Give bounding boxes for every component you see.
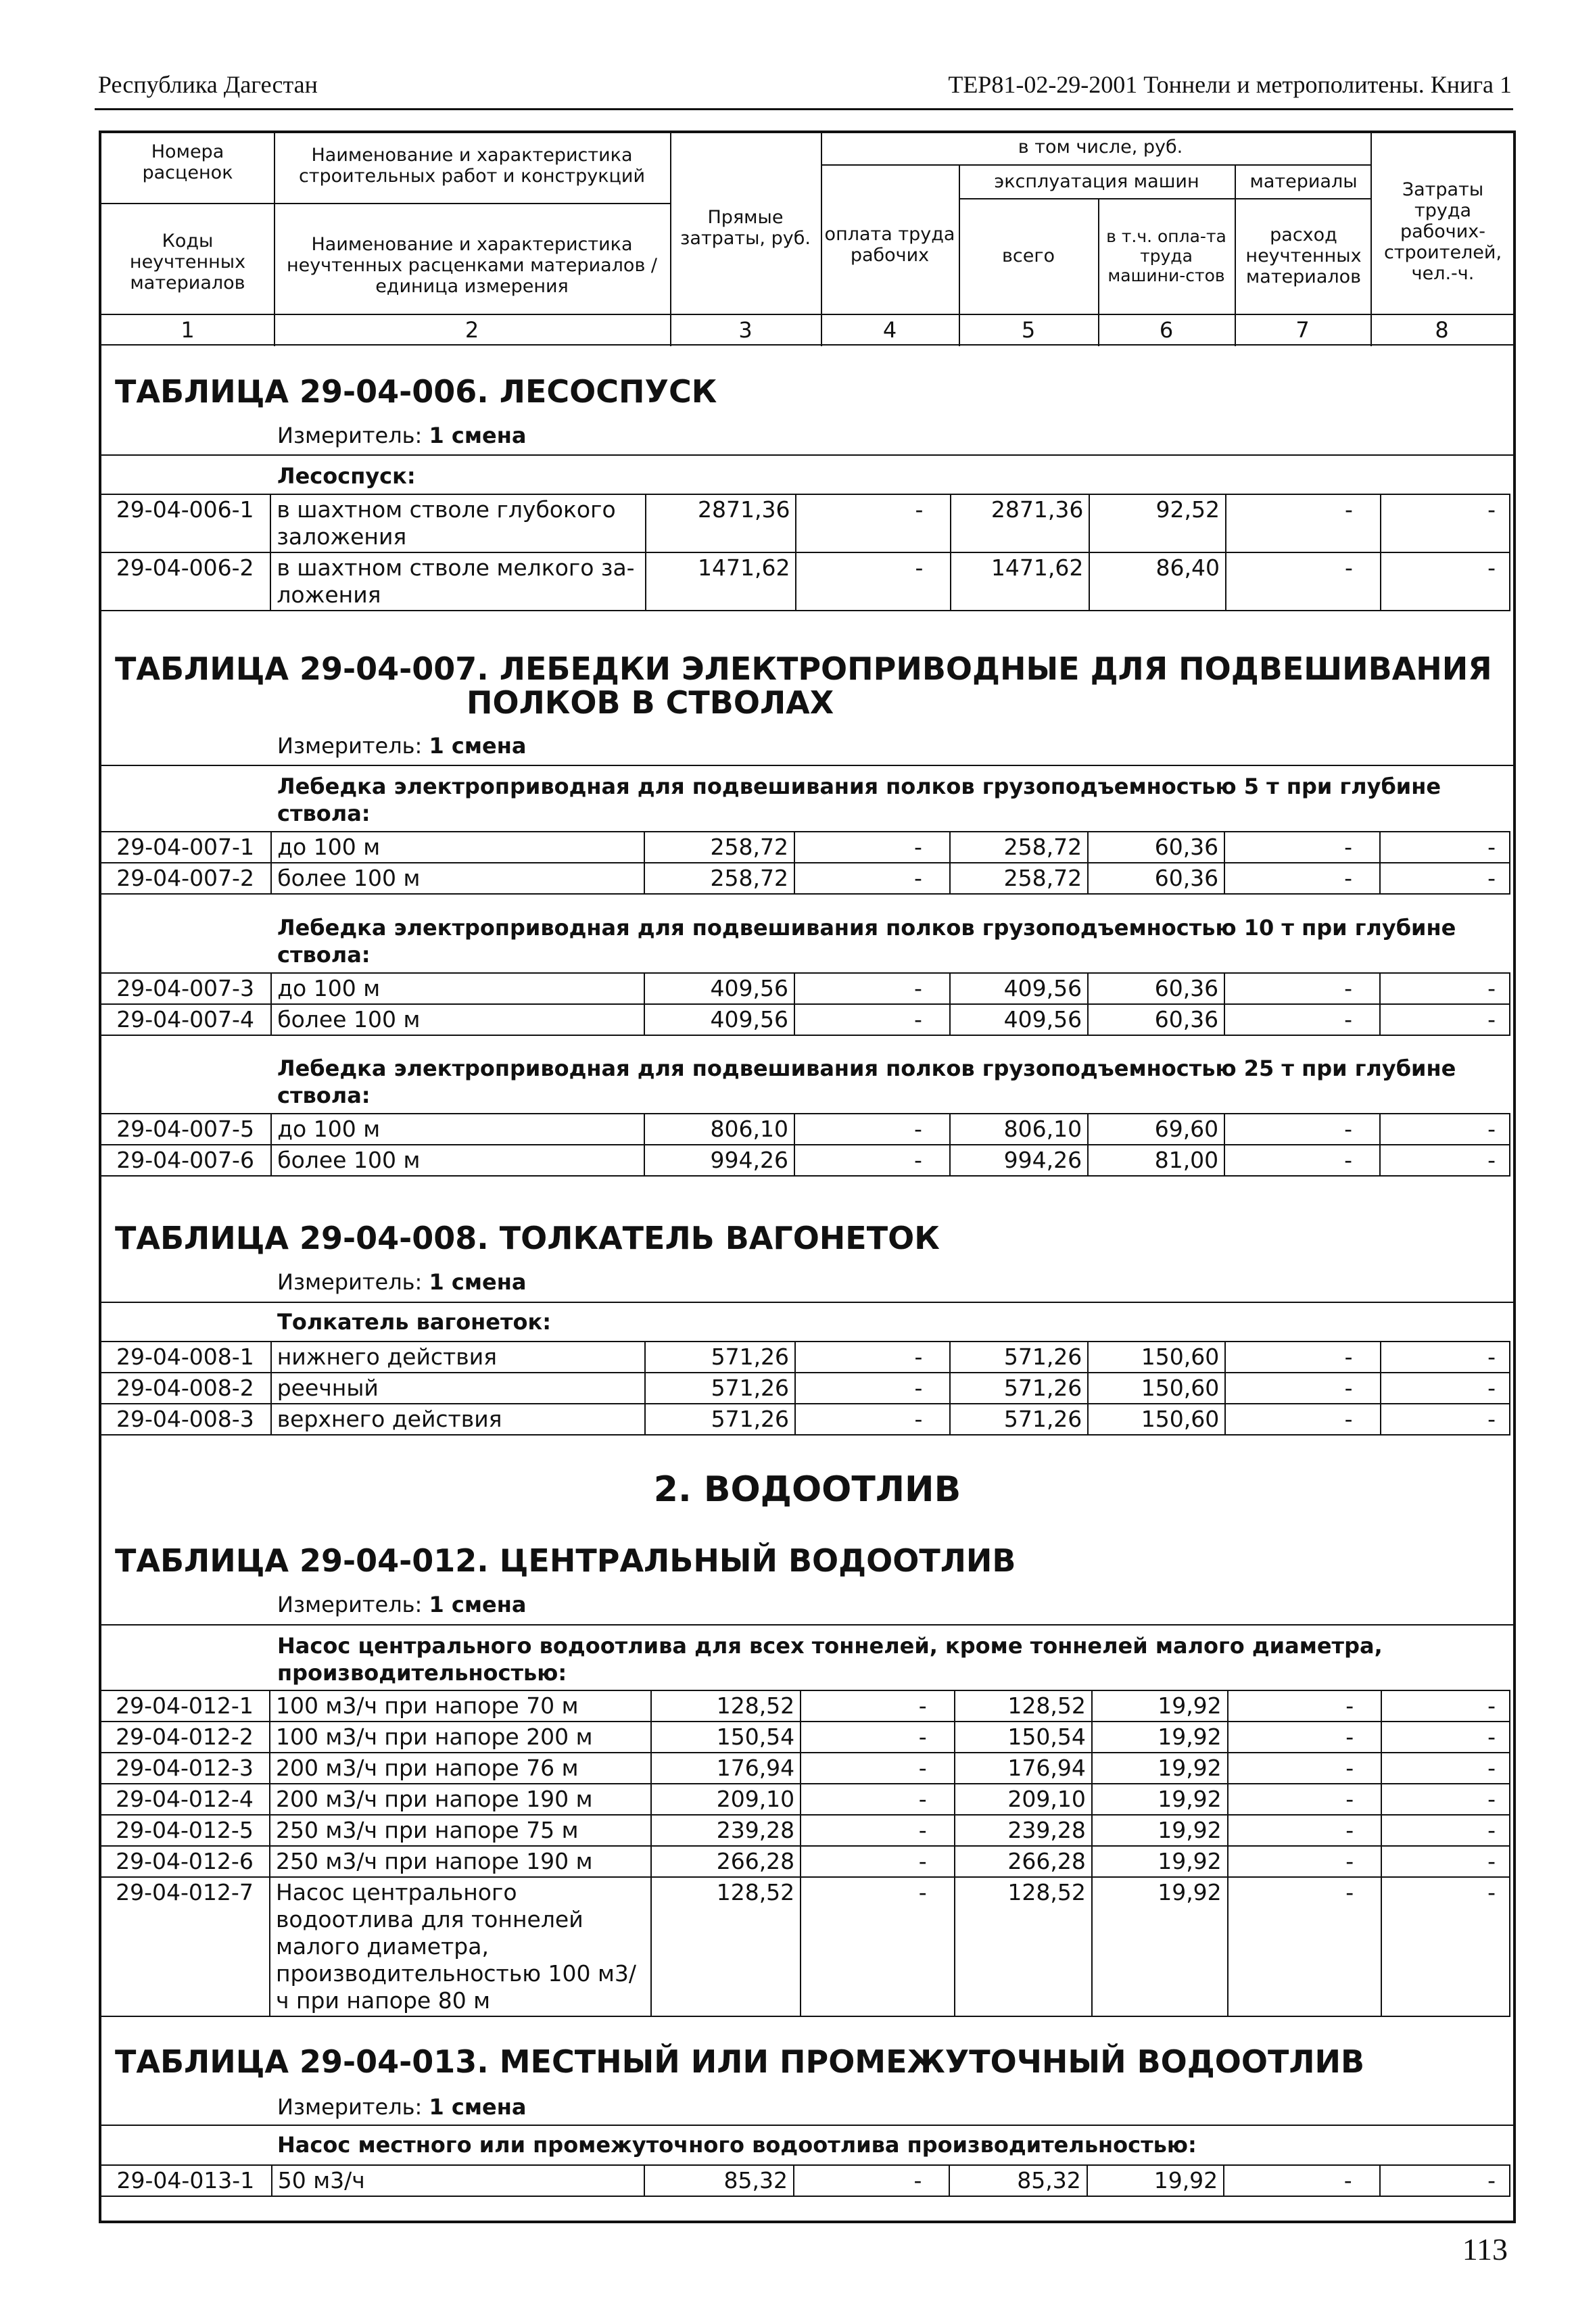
price-table-frame — [99, 131, 1516, 2223]
direct-cost-cell: 571,26 — [645, 1404, 795, 1435]
col-number-6: 6 — [1159, 316, 1174, 343]
table-row — [99, 832, 1510, 863]
work-name-cell: реечный — [271, 1373, 645, 1404]
table-013-rows — [99, 2164, 1510, 2197]
work-name-cell: Насос центрального водоотлива для тоннелей малого диаметра, производительностью 100 м3/ч при напоре 80 м — [270, 1877, 651, 2016]
machinist-pay-cell: 81,00 — [1088, 1145, 1224, 1176]
col3-header: Прямые затраты, руб. — [680, 207, 811, 249]
machine-cost-cell: 266,28 — [955, 1846, 1092, 1877]
materials-cell: - — [1228, 1815, 1382, 1846]
labor-pay-cell: - — [795, 1404, 950, 1435]
labor-hours-cell: - — [1381, 1373, 1510, 1404]
table-013-meter: Измеритель: 1 смена — [277, 2094, 527, 2120]
machinist-pay-cell: 60,36 — [1088, 863, 1224, 894]
labor-hours-cell: - — [1380, 1114, 1510, 1145]
direct-cost-cell: 806,10 — [644, 1114, 794, 1145]
table-007-group-10t: Лебедка электроприводная для подвешивания полков грузоподъемностью 10 т при глубине ствола: — [277, 915, 1456, 968]
direct-cost-cell: 85,32 — [644, 2165, 794, 2196]
machinist-pay-cell: 19,92 — [1092, 1784, 1228, 1815]
labor-hours-cell: - — [1380, 832, 1510, 863]
direct-cost-cell: 258,72 — [644, 832, 794, 863]
machinist-pay-cell: 150,60 — [1088, 1373, 1225, 1404]
labor-pay-cell: - — [801, 1784, 955, 1815]
rate-code-cell: 29-04-007-3 — [99, 973, 271, 1004]
work-name-cell: 250 м3/ч при напоре 190 м — [270, 1846, 651, 1877]
col2-bottom: Наименование и характеристика неучтенных расценками материалов / единица измерения — [286, 233, 658, 297]
materials-cell: - — [1228, 1877, 1382, 2016]
machine-cost-cell: 258,72 — [950, 863, 1088, 894]
table-013-group: Насос местного или промежуточного водоотлива производительностью: — [277, 2132, 1197, 2158]
labor-pay-cell: - — [794, 2165, 949, 2196]
col-number-7: 7 — [1295, 316, 1310, 343]
labor-hours-cell: - — [1380, 2165, 1510, 2196]
direct-cost-cell: 2871,36 — [646, 494, 796, 552]
machine-cost-cell: 128,52 — [955, 1690, 1092, 1722]
machine-cost-cell: 409,56 — [950, 973, 1088, 1004]
machinist-pay-cell: 19,92 — [1092, 1846, 1228, 1877]
labor-hours-cell: - — [1381, 1815, 1510, 1846]
table-007-meter: Измеритель: 1 смена — [277, 733, 527, 759]
header-document-code: ТЕР81-02-29-2001 Тоннели и метрополитены. Книга 1 — [948, 71, 1512, 98]
col-number-8: 8 — [1435, 316, 1449, 343]
machinist-pay-cell: 69,60 — [1088, 1114, 1224, 1145]
rate-code-cell: 29-04-007-4 — [99, 1004, 271, 1035]
work-name-cell: верхнего действия — [271, 1404, 645, 1435]
table-007-group-5t: Лебедка электроприводная для подвешивания полков грузоподъемностью 5 т при глубине ствола: — [277, 774, 1441, 826]
direct-cost-cell: 266,28 — [651, 1846, 801, 1877]
work-name-cell: до 100 м — [271, 973, 644, 1004]
direct-cost-cell: 994,26 — [644, 1145, 794, 1176]
machinist-pay-cell: 60,36 — [1088, 973, 1224, 1004]
page-number: 113 — [1462, 2232, 1508, 2267]
direct-cost-cell: 571,26 — [645, 1373, 795, 1404]
labor-pay-cell: - — [794, 1114, 950, 1145]
labor-hours-cell: - — [1381, 1342, 1510, 1373]
table-row — [99, 494, 1510, 552]
work-name-cell: в шахтном стволе глубокого заложения — [270, 494, 645, 552]
table-013-title: ТАБЛИЦА 29-04-013. МЕСТНЫЙ ИЛИ ПРОМЕЖУТОЧНЫЙ ВОДООТЛИВ — [115, 2043, 1365, 2080]
machine-cost-cell: 2871,36 — [951, 494, 1089, 552]
machinist-pay-cell: 19,92 — [1092, 1722, 1228, 1753]
table-row — [99, 1145, 1510, 1176]
rate-code-cell: 29-04-006-2 — [99, 552, 270, 611]
labor-pay-cell: - — [794, 1145, 950, 1176]
col1-top: Номера расценок — [142, 141, 233, 183]
table-row — [99, 1404, 1510, 1435]
labor-hours-cell: - — [1381, 494, 1510, 552]
col-number-1: 1 — [181, 316, 195, 343]
work-name-cell: более 100 м — [271, 863, 644, 894]
labor-pay-cell: - — [801, 1722, 955, 1753]
table-007-rows-10t — [99, 972, 1510, 1036]
labor-pay-cell: - — [801, 1877, 955, 2016]
direct-cost-cell: 128,52 — [651, 1877, 801, 2016]
table-row — [99, 1114, 1510, 1145]
materials-cell: - — [1226, 494, 1381, 552]
labor-hours-cell: - — [1381, 1784, 1510, 1815]
materials-cell: - — [1224, 1004, 1380, 1035]
materials-cell: - — [1225, 1373, 1380, 1404]
work-name-cell: до 100 м — [271, 1114, 644, 1145]
materials-cell: - — [1224, 2165, 1379, 2196]
rate-code-cell: 29-04-012-4 — [99, 1784, 270, 1815]
table-row — [99, 1342, 1510, 1373]
labor-pay-cell: - — [794, 973, 950, 1004]
machine-cost-cell: 571,26 — [950, 1342, 1088, 1373]
col-number-4: 4 — [882, 316, 897, 343]
table-row — [99, 1722, 1510, 1753]
col-number-2: 2 — [464, 316, 479, 343]
labor-pay-cell: - — [795, 1373, 950, 1404]
table-row — [99, 1753, 1510, 1784]
machinist-pay-cell: 60,36 — [1088, 1004, 1224, 1035]
materials-cell: - — [1224, 1145, 1380, 1176]
labor-pay-cell: - — [801, 1690, 955, 1722]
materials-cell: - — [1228, 1846, 1382, 1877]
work-name-cell: 100 м3/ч при напоре 200 м — [270, 1722, 651, 1753]
table-008-title: ТАБЛИЦА 29-04-008. ТОЛКАТЕЛЬ ВАГОНЕТОК — [115, 1220, 940, 1256]
machine-cost-cell: 1471,62 — [951, 552, 1089, 611]
rate-code-cell: 29-04-012-6 — [99, 1846, 270, 1877]
machine-cost-cell: 239,28 — [955, 1815, 1092, 1846]
direct-cost-cell: 239,28 — [651, 1815, 801, 1846]
labor-pay-cell: - — [801, 1815, 955, 1846]
machine-cost-cell: 176,94 — [955, 1753, 1092, 1784]
materials-cell: - — [1224, 832, 1380, 863]
labor-hours-cell: - — [1381, 1690, 1510, 1722]
machinist-pay-cell: 60,36 — [1088, 832, 1224, 863]
labor-pay-cell: - — [796, 494, 951, 552]
table-row — [99, 1784, 1510, 1815]
table-012-meter: Измеритель: 1 смена — [277, 1592, 527, 1617]
labor-hours-cell: - — [1380, 1145, 1510, 1176]
rate-code-cell: 29-04-007-5 — [99, 1114, 271, 1145]
work-name-cell: 100 м3/ч при напоре 70 м — [270, 1690, 651, 1722]
table-row — [99, 1877, 1510, 2016]
materials-cell: - — [1225, 1404, 1380, 1435]
table-006-rows — [99, 494, 1510, 611]
table-007-title-cont: ПОЛКОВ В СТВОЛАХ — [467, 684, 834, 721]
labor-hours-cell: - — [1380, 973, 1510, 1004]
table-006-meter: Измеритель: 1 смена — [277, 423, 527, 448]
table-008-meter: Измеритель: 1 смена — [277, 1269, 527, 1295]
work-name-cell: 50 м3/ч — [272, 2165, 644, 2196]
work-name-cell: 200 м3/ч при напоре 190 м — [270, 1784, 651, 1815]
direct-cost-cell: 176,94 — [651, 1753, 801, 1784]
table-row — [99, 863, 1510, 894]
table-008-group: Толкатель вагонеток: — [277, 1309, 552, 1335]
rate-code-cell: 29-04-012-3 — [99, 1753, 270, 1784]
table-row — [99, 552, 1510, 611]
machine-cost-cell: 128,52 — [955, 1877, 1092, 2016]
rate-code-cell: 29-04-008-2 — [99, 1373, 271, 1404]
rate-code-cell: 29-04-012-2 — [99, 1722, 270, 1753]
table-008-rows — [99, 1341, 1510, 1436]
labor-pay-cell: - — [796, 552, 951, 611]
rate-code-cell: 29-04-008-1 — [99, 1342, 271, 1373]
col6-header: в т.ч. опла-та труда машини-стов — [1106, 226, 1226, 285]
labor-hours-cell: - — [1380, 1004, 1510, 1035]
table-row — [99, 2165, 1510, 2196]
col4-header: оплата труда рабочих — [824, 224, 955, 266]
machinist-pay-cell: 19,92 — [1087, 2165, 1224, 2196]
direct-cost-cell: 128,52 — [651, 1690, 801, 1722]
direct-cost-cell: 571,26 — [645, 1342, 795, 1373]
table-007-rows-5t — [99, 831, 1510, 895]
work-name-cell: нижнего действия — [271, 1342, 645, 1373]
labor-hours-cell: - — [1381, 1404, 1510, 1435]
machine-cost-cell: 85,32 — [949, 2165, 1087, 2196]
labor-pay-cell: - — [794, 832, 950, 863]
machine-cost-cell: 806,10 — [950, 1114, 1088, 1145]
table-row — [99, 1815, 1510, 1846]
machinist-pay-cell: 19,92 — [1092, 1877, 1228, 2016]
labor-hours-cell: - — [1381, 1722, 1510, 1753]
col1-bottom: Коды неучтенных материалов — [129, 230, 246, 293]
table-row — [99, 1373, 1510, 1404]
work-name-cell: 200 м3/ч при напоре 76 м — [270, 1753, 651, 1784]
rate-code-cell: 29-04-012-1 — [99, 1690, 270, 1722]
machinist-pay-cell: 92,52 — [1089, 494, 1226, 552]
table-012-group: Насос центрального водоотлива для всех тоннелей, кроме тоннелей малого диаметра, производительностью: — [277, 1633, 1383, 1686]
col8-header: Затраты труда рабочих-строителей, чел.-ч. — [1383, 179, 1502, 284]
table-006-group: Лесоспуск: — [277, 463, 416, 489]
materials-cell: - — [1225, 1342, 1380, 1373]
materials-header: материалы — [1249, 170, 1358, 192]
rate-code-cell: 29-04-007-2 — [99, 863, 271, 894]
labor-pay-cell: - — [801, 1846, 955, 1877]
part-2-title: 2. ВОДООТЛИВ — [653, 1469, 961, 1510]
machinist-pay-cell: 19,92 — [1092, 1753, 1228, 1784]
rate-code-cell: 29-04-013-1 — [99, 2165, 272, 2196]
machine-cost-cell: 571,26 — [950, 1373, 1088, 1404]
col-number-5: 5 — [1021, 316, 1036, 343]
work-name-cell: до 100 м — [271, 832, 644, 863]
materials-cell: - — [1228, 1753, 1382, 1784]
work-name-cell: более 100 м — [271, 1004, 644, 1035]
machine-cost-cell: 571,26 — [950, 1404, 1088, 1435]
labor-hours-cell: - — [1381, 1753, 1510, 1784]
table-row — [99, 1690, 1510, 1722]
table-012-rows — [99, 1690, 1510, 2017]
machine-cost-cell: 994,26 — [950, 1145, 1088, 1176]
col5-header: всего — [1001, 245, 1055, 266]
materials-cell: - — [1226, 552, 1381, 611]
machine-cost-cell: 409,56 — [950, 1004, 1088, 1035]
labor-hours-cell: - — [1381, 1877, 1510, 2016]
col2-top: Наименование и характеристика строительных работ и конструкций — [298, 145, 646, 187]
materials-cell: - — [1228, 1722, 1382, 1753]
rate-code-cell: 29-04-006-1 — [99, 494, 270, 552]
labor-pay-cell: - — [794, 1004, 950, 1035]
materials-cell: - — [1228, 1784, 1382, 1815]
direct-cost-cell: 258,72 — [644, 863, 794, 894]
direct-cost-cell: 1471,62 — [646, 552, 796, 611]
labor-pay-cell: - — [794, 863, 950, 894]
materials-cell: - — [1224, 1114, 1380, 1145]
machinist-pay-cell: 150,60 — [1088, 1404, 1225, 1435]
rate-code-cell: 29-04-007-1 — [99, 832, 271, 863]
work-name-cell: в шахтном стволе мелкого за-ложения — [270, 552, 645, 611]
materials-cell: - — [1224, 973, 1380, 1004]
rate-code-cell: 29-04-007-6 — [99, 1145, 271, 1176]
table-007-group-25t: Лебедка электроприводная для подвешивания полков грузоподъемностью 25 т при глубине ствола: — [277, 1056, 1456, 1108]
rate-code-cell: 29-04-012-7 — [99, 1877, 270, 2016]
table-012-title: ТАБЛИЦА 29-04-012. ЦЕНТРАЛЬНЫЙ ВОДООТЛИВ — [115, 1542, 1016, 1579]
header-region: Республика Дагестан — [98, 71, 318, 98]
direct-cost-cell: 150,54 — [651, 1722, 801, 1753]
rate-code-cell: 29-04-008-3 — [99, 1404, 271, 1435]
table-006-title: ТАБЛИЦА 29-04-006. ЛЕСОСПУСК — [115, 373, 717, 410]
machine-cost-cell: 209,10 — [955, 1784, 1092, 1815]
rate-code-cell: 29-04-012-5 — [99, 1815, 270, 1846]
work-name-cell: более 100 м — [271, 1145, 644, 1176]
labor-hours-cell: - — [1380, 863, 1510, 894]
col7-header: расход неучтенных материалов — [1245, 224, 1362, 287]
machine-cost-cell: 150,54 — [955, 1722, 1092, 1753]
column-header — [101, 133, 1513, 346]
direct-cost-cell: 409,56 — [644, 973, 794, 1004]
machines-header: эксплуатация машин — [994, 170, 1199, 192]
table-007-title: ТАБЛИЦА 29-04-007. ЛЕБЕДКИ ЭЛЕКТРОПРИВОДНЫЕ ДЛЯ ПОДВЕШИВАНИЯ — [115, 650, 1492, 687]
table-row — [99, 1846, 1510, 1877]
direct-cost-cell: 409,56 — [644, 1004, 794, 1035]
header-rule — [95, 108, 1513, 110]
machinist-pay-cell: 86,40 — [1089, 552, 1226, 611]
machinist-pay-cell: 150,60 — [1088, 1342, 1225, 1373]
labor-pay-cell: - — [795, 1342, 950, 1373]
labor-hours-cell: - — [1381, 1846, 1510, 1877]
table-row — [99, 973, 1510, 1004]
work-name-cell: 250 м3/ч при напоре 75 м — [270, 1815, 651, 1846]
machinist-pay-cell: 19,92 — [1092, 1690, 1228, 1722]
table-007-rows-25t — [99, 1113, 1510, 1177]
machinist-pay-cell: 19,92 — [1092, 1815, 1228, 1846]
incl-header: в том числе, руб. — [1018, 136, 1183, 158]
materials-cell: - — [1224, 863, 1380, 894]
materials-cell: - — [1228, 1690, 1382, 1722]
table-row — [99, 1004, 1510, 1035]
direct-cost-cell: 209,10 — [651, 1784, 801, 1815]
col-number-3: 3 — [738, 316, 753, 343]
labor-hours-cell: - — [1381, 552, 1510, 611]
machine-cost-cell: 258,72 — [950, 832, 1088, 863]
labor-pay-cell: - — [801, 1753, 955, 1784]
